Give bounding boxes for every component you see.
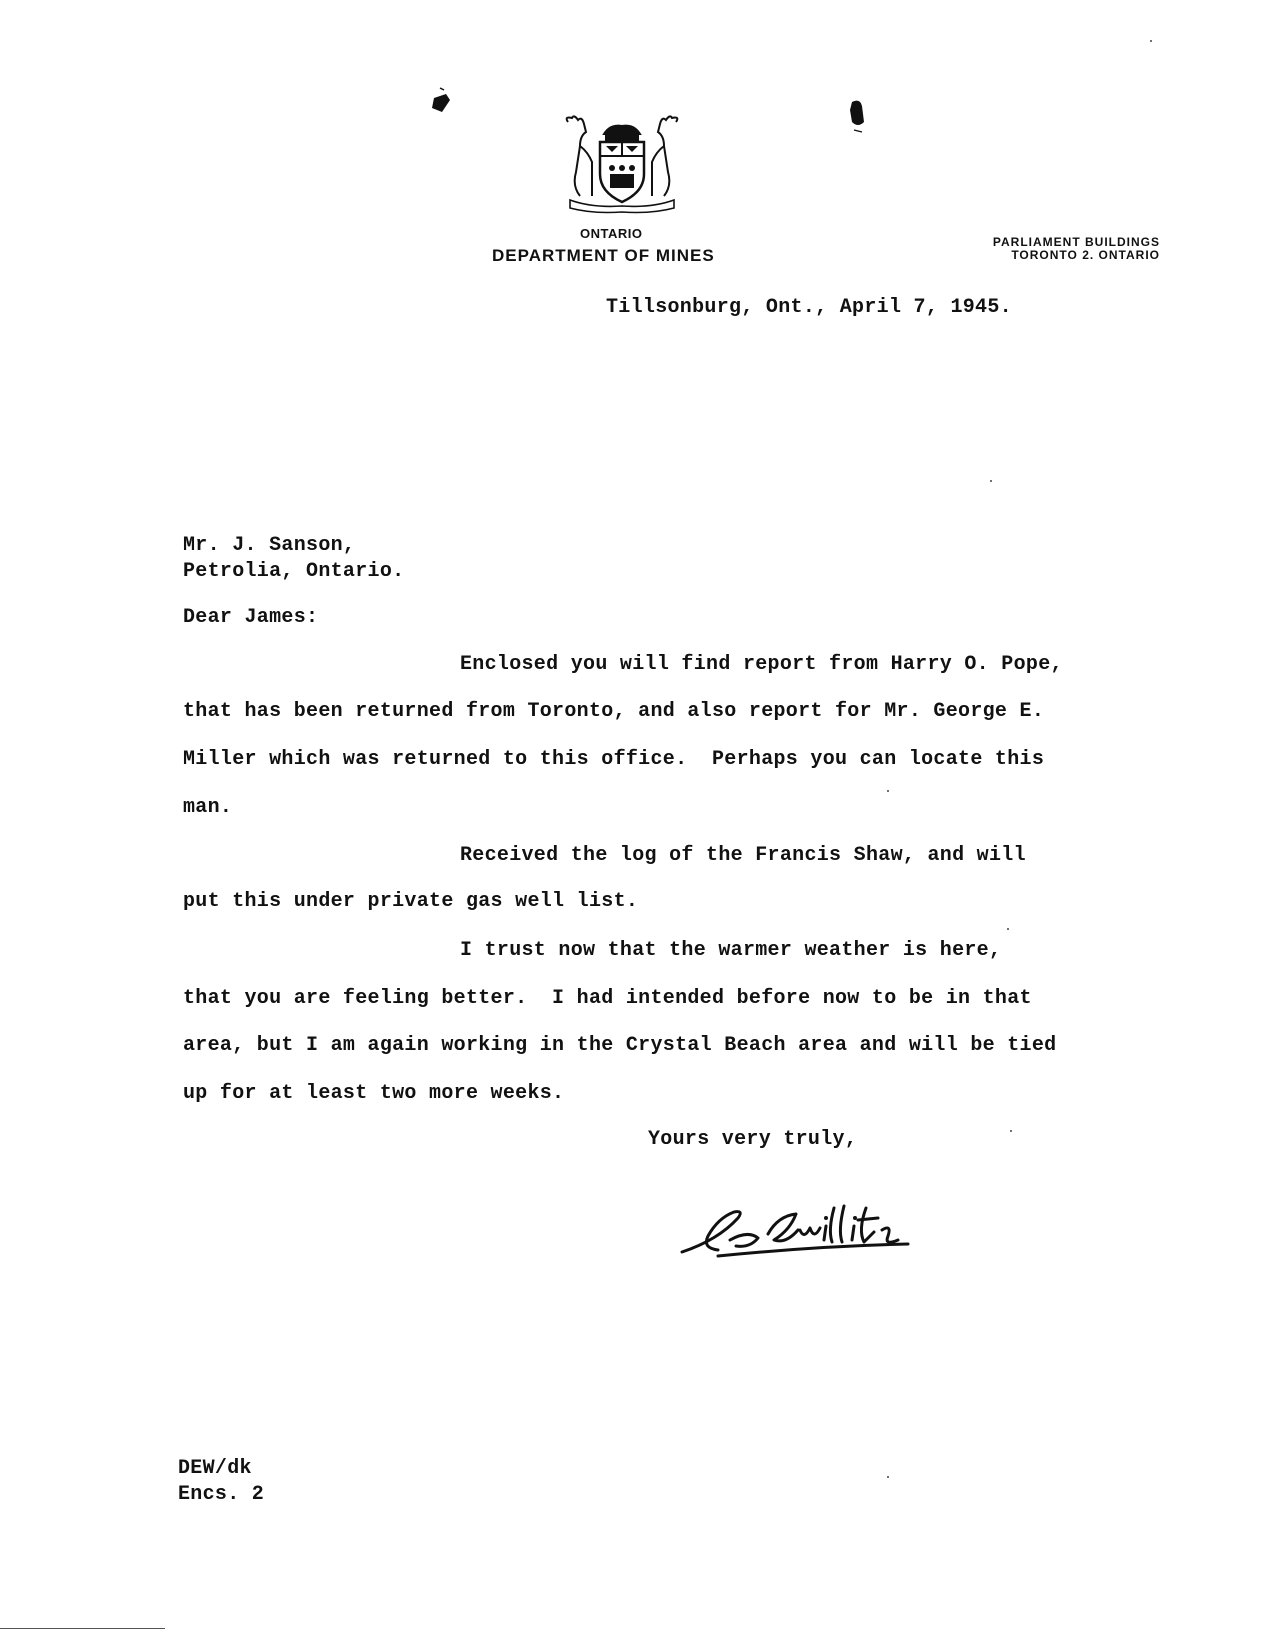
ontario-coat-of-arms-icon [562, 112, 682, 214]
scan-speck [887, 1476, 889, 1478]
body-line: up for at least two more weeks. [183, 1082, 565, 1105]
dateline: Tillsonburg, Ont., April 7, 1945. [606, 296, 1012, 319]
scan-speck [1010, 1130, 1012, 1132]
body-line: I trust now that the warmer weather is here, [460, 939, 1002, 962]
recipient-location: Petrolia, Ontario. [183, 560, 405, 583]
scan-speck [1007, 928, 1009, 930]
reference-initials: DEW/dk [178, 1457, 252, 1480]
bottom-edge-line [0, 1628, 165, 1629]
scan-speck [887, 790, 889, 792]
closing: Yours very truly, [648, 1128, 858, 1151]
body-line: that you are feeling better. I had intended before now to be in that [183, 987, 1032, 1010]
letterhead-address [920, 236, 1160, 262]
body-line: Miller which was returned to this office. Perhaps you can locate this [183, 748, 1045, 771]
salutation: Dear James: [183, 606, 319, 629]
reference-enclosures: Encs. 2 [178, 1483, 265, 1506]
ink-blot-right-icon [846, 96, 870, 136]
address-line-1: PARLIAMENT BUILDINGS [992, 235, 1160, 249]
letterhead-province: ONTARIO [580, 226, 643, 241]
body-line: area, but I am again working in the Crystal Beach area and will be tied [183, 1034, 1057, 1057]
body-line: Enclosed you will find report from Harry O. Pope, [460, 653, 1063, 676]
address-line-2: TORONTO 2. ONTARIO [1011, 248, 1160, 262]
scan-speck [1150, 40, 1152, 42]
recipient-name: Mr. J. Sanson, [183, 534, 356, 557]
scan-speck [990, 480, 992, 482]
body-line: that has been returned from Toronto, and also report for Mr. George E. [183, 700, 1045, 723]
body-line: man. [183, 796, 233, 819]
body-line: Received the log of the Francis Shaw, and will [460, 844, 1026, 867]
handwritten-signature-icon [678, 1200, 948, 1262]
body-line: put this under private gas well list. [183, 890, 639, 913]
ink-blot-left-icon [428, 86, 454, 118]
letterhead-department: DEPARTMENT OF MINES [492, 246, 715, 265]
